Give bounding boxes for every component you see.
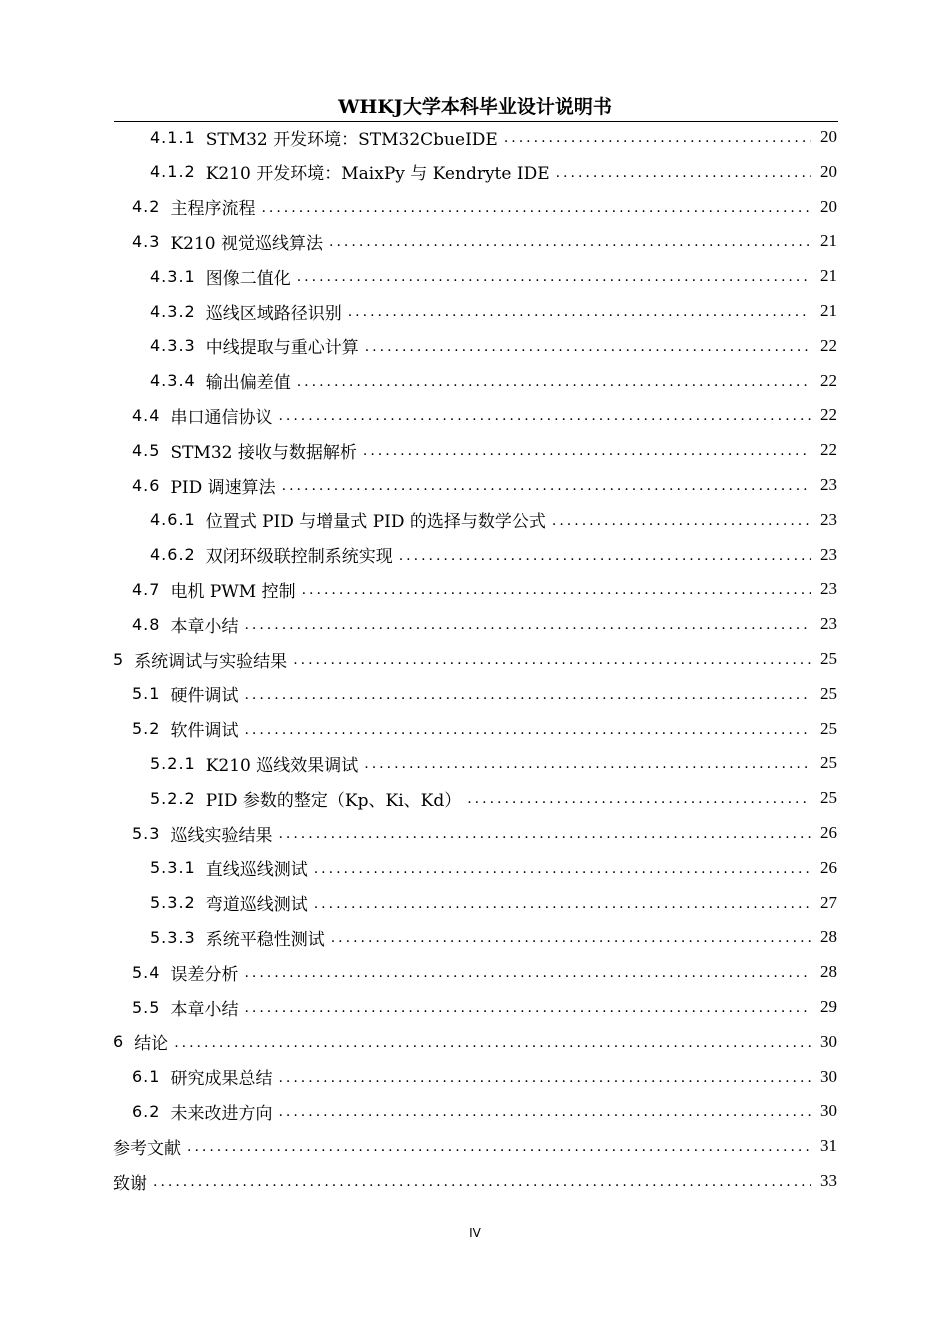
toc-dot-leader (552, 513, 811, 529)
toc-entry-number: 5.4 (132, 962, 161, 982)
toc-entry-number: 5.3.1 (150, 858, 196, 878)
toc-entry[interactable] (132, 679, 837, 709)
toc-entry-page: 23 (820, 509, 837, 529)
toc-entry-number: 4.4 (132, 405, 161, 425)
toc-entry-page: 22 (820, 370, 837, 390)
toc-entry-page: 26 (820, 823, 837, 842)
toc-entry-page: 27 (820, 892, 837, 912)
toc-entry-number: 5.2 (132, 719, 161, 739)
toc-entry[interactable] (150, 783, 837, 813)
toc-entry-title: 弯道巡线测试 (205, 895, 308, 916)
toc-entry-title: 硬件调试 (170, 686, 239, 707)
toc-dot-leader (329, 234, 811, 250)
toc-entry-page: 22 (820, 335, 837, 355)
toc-entry-number: 4.8 (132, 614, 161, 634)
toc-dot-leader (244, 722, 811, 738)
toc-entry[interactable] (150, 922, 837, 952)
toc-entry[interactable] (113, 644, 837, 674)
toc-entry-title: 输出偏差值 (205, 373, 291, 394)
toc-entry-title: 误差分析 (170, 964, 239, 985)
toc-entry-number: 4.2 (132, 197, 161, 217)
toc-entry-title: 电机 PWM 控制 (170, 581, 296, 602)
toc-entry-title: K210 开发环境：MaixPy 与 Kendryte IDE (205, 164, 550, 185)
toc-entry-page: 20 (820, 127, 837, 146)
toc-entry-page: 22 (820, 440, 837, 460)
toc-dot-leader (364, 756, 811, 772)
toc-entry-page: 25 (820, 683, 837, 703)
toc-dot-leader (297, 269, 811, 285)
toc-entry-page: 30 (820, 1031, 837, 1051)
toc-entry[interactable] (150, 366, 837, 396)
toc-dot-leader (244, 965, 811, 981)
toc-entry[interactable] (150, 853, 837, 883)
toc-entry-title: 串口通信协议 (170, 407, 273, 428)
toc-entry-page: 20 (820, 196, 837, 216)
toc-entry-title: K210 巡线效果调试 (205, 755, 359, 776)
toc-entry-number: 4.6.1 (150, 510, 196, 530)
toc-entry-title: 研究成果总结 (170, 1069, 273, 1090)
toc-dot-leader (365, 339, 811, 355)
toc-entry-title: 系统平稳性测试 (205, 929, 325, 950)
toc-entry-title: 主程序流程 (170, 199, 256, 220)
toc-entry-page: 23 (820, 475, 837, 494)
toc-entry-page: 22 (820, 405, 837, 425)
toc-entry-title: 软件调试 (170, 721, 239, 742)
toc-entry-number: 5.2.1 (150, 753, 196, 773)
toc-entry-number: 5.1 (132, 684, 161, 704)
toc-entry-number: 4.3.3 (150, 336, 196, 356)
toc-entry-page: 21 (820, 231, 837, 251)
toc-entry-title: PID 调速算法 (170, 477, 276, 498)
toc-dot-leader (467, 791, 811, 807)
toc-entry-number: 5.5 (132, 997, 161, 1017)
toc-dot-leader (261, 200, 811, 216)
toc-entry-title: 系统调试与实验结果 (134, 651, 288, 672)
page-number: IV (469, 1226, 481, 1240)
toc-entry-number: 6.2 (132, 1101, 161, 1121)
toc-entry[interactable] (132, 1062, 837, 1092)
toc-entry[interactable] (132, 818, 837, 848)
toc-entry-number: 4.1.1 (150, 127, 196, 147)
toc-dot-leader (244, 617, 811, 633)
toc-dot-leader (278, 1104, 811, 1120)
toc-entry-title: 结论 (134, 1034, 169, 1055)
toc-entry-number: 4.3.4 (150, 371, 196, 391)
toc-entry-page: 26 (820, 857, 837, 877)
page-header-title: WHKJ大学本科毕业设计说明书 (338, 96, 612, 118)
toc-dot-leader (556, 165, 811, 181)
toc-entry-number: 4.6 (132, 475, 161, 495)
toc-entry-page: 21 (820, 301, 837, 320)
toc-dot-leader (297, 374, 811, 390)
toc-entry-number: 5 (113, 649, 125, 669)
toc-entry[interactable] (150, 505, 837, 535)
toc-dot-leader (282, 478, 811, 494)
toc-entry-title: STM32 开发环境：STM32CbueIDE (205, 129, 498, 150)
toc-entry-title: 未来改进方向 (170, 1103, 273, 1124)
toc-entry-number: 4.7 (132, 579, 161, 599)
toc-dot-leader (302, 582, 811, 598)
toc-entry[interactable] (150, 157, 837, 187)
toc-entry-number: 5.2.2 (150, 788, 196, 808)
toc-entry[interactable] (132, 574, 837, 604)
toc-entry[interactable] (132, 192, 837, 222)
toc-entry-page: 31 (820, 1136, 837, 1156)
toc-entry-title: PID 参数的整定（Kp、Ki、Kd） (205, 790, 462, 811)
toc-dot-leader (174, 1035, 811, 1051)
toc-entry-number: 4.1.2 (150, 162, 196, 182)
toc-entry-page: 23 (820, 544, 837, 564)
toc-entry-title: 直线巡线测试 (205, 860, 308, 881)
toc-dot-leader (331, 930, 811, 946)
toc-entry-title: 巡线实验结果 (170, 825, 273, 846)
toc-entry[interactable] (132, 400, 837, 430)
toc-entry-page: 28 (820, 927, 837, 947)
toc-entry-number: 6 (113, 1032, 125, 1052)
toc-dot-leader (187, 1139, 811, 1155)
toc-entry-page: 30 (820, 1101, 837, 1121)
toc-entry-page: 30 (820, 1066, 837, 1086)
toc-entry-page: 23 (820, 614, 837, 634)
toc-entry-page: 29 (820, 997, 837, 1016)
toc-entry-page: 25 (820, 649, 837, 668)
toc-dot-leader (363, 443, 811, 459)
toc-entry-page: 33 (820, 1171, 837, 1190)
toc-dot-leader (314, 896, 811, 912)
toc-entry[interactable] (113, 1166, 837, 1196)
toc-entry-number: 4.5 (132, 440, 161, 460)
toc-entry-title: 中线提取与重心计算 (205, 338, 359, 359)
toc-entry-page: 25 (820, 718, 837, 738)
toc-dot-leader (278, 826, 811, 842)
toc-entry-number: 4.6.2 (150, 545, 196, 565)
toc-entry-number: 5.3 (132, 823, 161, 843)
toc-entry[interactable] (132, 992, 837, 1022)
toc-entry-page: 28 (820, 962, 837, 982)
toc-entry[interactable] (132, 714, 837, 744)
toc-dot-leader (348, 304, 811, 320)
toc-dot-leader (244, 1000, 811, 1016)
toc-dot-leader (278, 1070, 811, 1086)
toc-entry-number: 4.3 (132, 231, 161, 251)
toc-entry-number: 5.3.2 (150, 893, 196, 913)
toc-entry-page: 25 (820, 788, 837, 808)
toc-entry-title: 双闭环级联控制系统实现 (205, 547, 393, 568)
toc-entry[interactable] (132, 470, 837, 500)
toc-entry-title: 图像二值化 (205, 268, 291, 289)
toc-dot-leader (278, 408, 811, 424)
toc-entry[interactable] (150, 122, 837, 152)
toc-entry[interactable] (132, 435, 837, 465)
toc-entry[interactable] (150, 748, 837, 778)
toc-entry-title: 本章小结 (170, 999, 239, 1020)
toc-dot-leader (293, 652, 811, 668)
toc-entry-number: 4.3.1 (150, 266, 196, 286)
toc-entry-title: 致谢 (113, 1173, 147, 1194)
toc-entry-title: K210 视觉巡线算法 (170, 233, 324, 254)
toc-entry[interactable] (150, 540, 837, 570)
toc-entry-page: 20 (820, 161, 837, 181)
toc-entry-page: 25 (820, 753, 837, 773)
toc-entry-number: 5.3.3 (150, 927, 196, 947)
toc-entry[interactable] (132, 1096, 837, 1126)
toc-entry-title: 巡线区域路径识别 (205, 303, 342, 324)
toc-dot-leader (504, 130, 811, 146)
toc-entry[interactable] (150, 261, 837, 291)
toc-entry[interactable] (132, 957, 837, 987)
toc-entry[interactable] (132, 226, 837, 256)
toc-entry[interactable] (150, 888, 837, 918)
toc-entry-title: 参考文献 (113, 1138, 181, 1159)
toc-dot-leader (244, 687, 811, 703)
toc-entry[interactable] (150, 331, 837, 361)
toc-entry-title: 位置式 PID 与增量式 PID 的选择与数学公式 (205, 512, 546, 533)
toc-dot-leader (314, 861, 811, 877)
toc-entry[interactable] (132, 609, 837, 639)
toc-entry-title: STM32 接收与数据解析 (170, 442, 357, 463)
toc-dot-leader (153, 1174, 811, 1190)
toc-entry-number: 4.3.2 (150, 301, 196, 321)
toc-entry-number: 6.1 (132, 1067, 161, 1087)
toc-entry-page: 23 (820, 579, 837, 599)
toc-entry-page: 21 (820, 266, 837, 286)
toc-dot-leader (399, 548, 811, 564)
toc-entry[interactable] (113, 1027, 837, 1057)
toc-entry[interactable] (113, 1131, 837, 1161)
toc-entry-title: 本章小结 (170, 616, 239, 637)
toc-entry[interactable] (150, 296, 837, 326)
